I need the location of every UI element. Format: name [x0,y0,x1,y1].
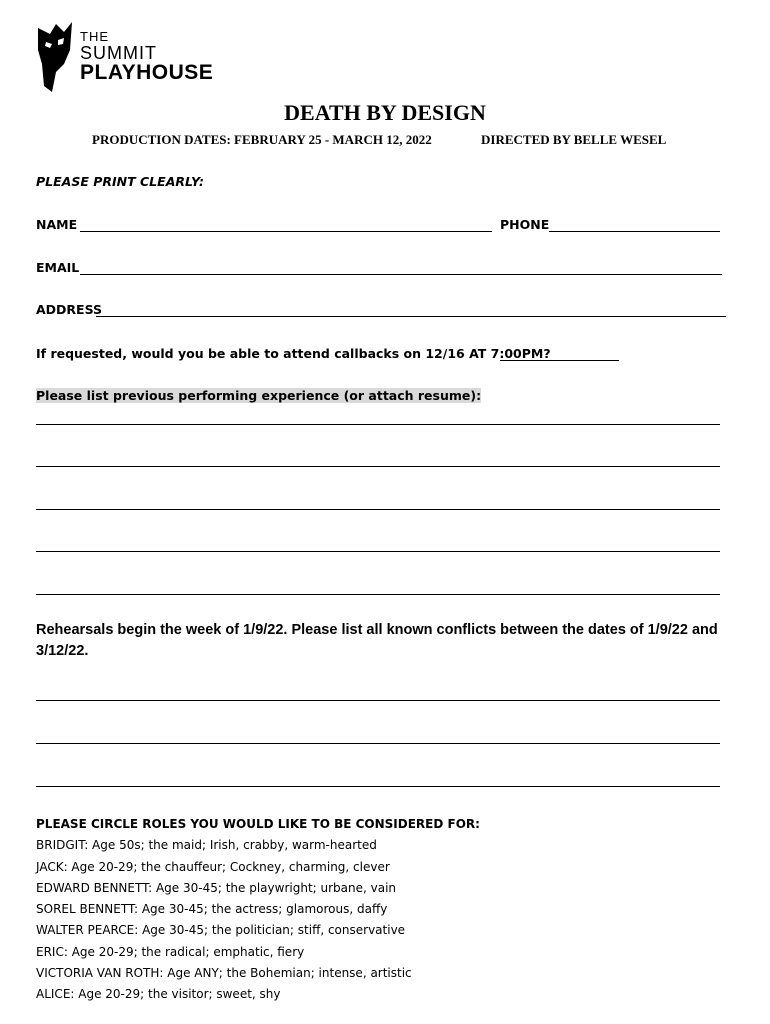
role-item-eric[interactable]: ERIC: Age 20-29; the radical; emphatic, fiery [36,944,305,959]
phone-label: PHONE [500,217,550,232]
name-label: NAME [36,217,78,232]
callback-answer-field[interactable] [500,343,623,362]
logo-playhouse: PLAYHOUSE [80,61,214,84]
experience-line-4[interactable] [36,551,720,552]
name-field[interactable] [80,214,496,233]
address-field[interactable] [96,299,730,318]
experience-line-5[interactable] [36,594,720,595]
experience-prompt: Please list previous performing experience (or attach resume): [36,388,482,403]
role-item-jack[interactable]: JACK: Age 20-29; the chauffeur; Cockney, charming, clever [36,859,390,874]
summit-playhouse-logo [36,20,236,94]
roles-section [36,814,480,1006]
address-label: ADDRESS [36,302,103,317]
email-field[interactable] [80,257,726,276]
page-title: DEATH BY DESIGN [284,100,486,125]
theater-mask-icon [36,20,76,94]
role-item-bridgit[interactable]: BRIDGIT: Age 50s; the maid; Irish, crabby, warm-hearted [36,838,377,853]
role-item-alice[interactable]: ALICE: Age 20-29; the visitor; sweet, shy [36,987,281,1002]
logo-the: THE [80,29,109,44]
directed-by: DIRECTED BY BELLE WESEL [481,132,667,147]
phone-field[interactable] [549,214,724,233]
role-item-sorel-bennett[interactable]: SOREL BENNETT: Age 30-45; the actress; glamorous, daffy [36,902,388,917]
role-item-edward-bennett[interactable]: EDWARD BENNETT: Age 30-45; the playwright; urbane, vain [36,880,397,895]
conflict-line-1[interactable] [36,700,720,701]
role-item-victoria-van-roth[interactable]: VICTORIA VAN ROTH: Age ANY; the Bohemian; intense, artistic [36,966,412,981]
role-item-walter-pearce[interactable]: WALTER PEARCE: Age 30-45; the politician; stiff, conservative [36,923,406,938]
print-clearly-instruction: PLEASE PRINT CLEARLY: [36,174,204,189]
experience-line-3[interactable] [36,509,720,510]
conflict-line-3[interactable] [36,786,720,787]
conflict-line-2[interactable] [36,743,720,744]
rehearsal-conflicts-prompt: Rehearsals begin the week of 1/9/22. Please list all known conflicts between the dates of 1/9/22 and 3/12/22. [36,622,718,659]
logo-summit: SUMMIT [80,43,157,63]
roles-heading: PLEASE CIRCLE ROLES YOU WOULD LIKE TO BE CONSIDERED FOR: [36,817,480,831]
email-label: EMAIL [36,260,80,275]
callback-question: If requested, would you be able to attend callbacks on 12/16 AT 7:00PM? [36,346,551,361]
production-dates: PRODUCTION DATES: FEBRUARY 25 - MARCH 12, 2022 [92,132,432,147]
experience-line-2[interactable] [36,466,720,467]
experience-line-1[interactable] [36,424,720,425]
